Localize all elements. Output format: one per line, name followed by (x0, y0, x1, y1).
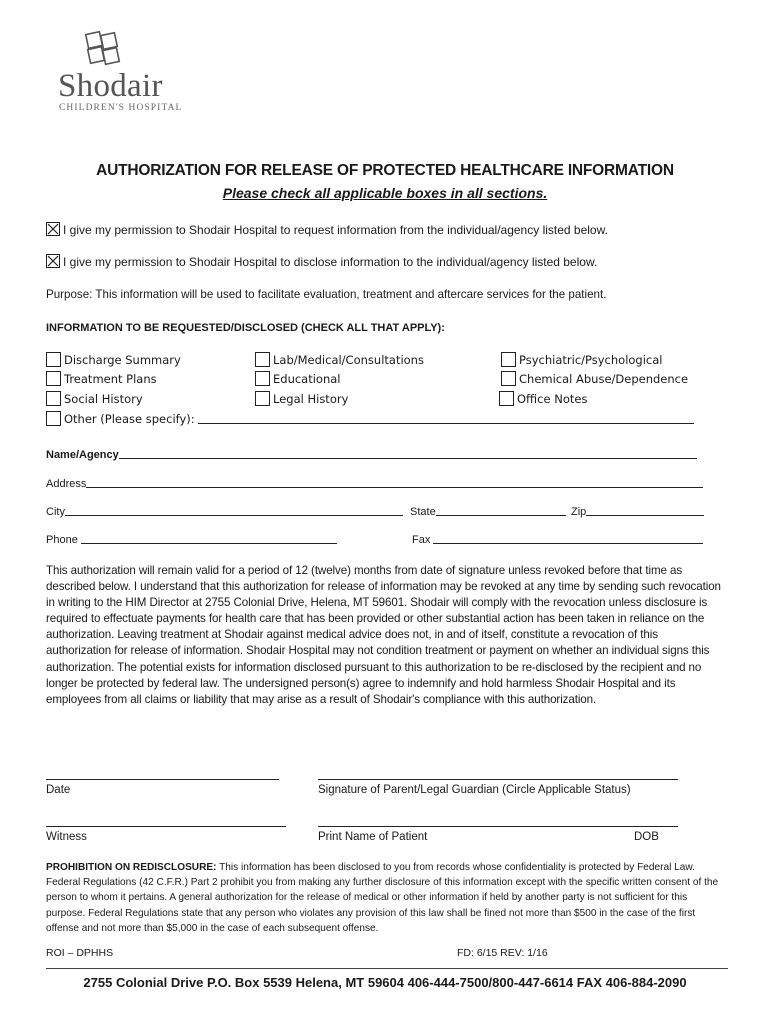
option-social-history[interactable]: Social History (46, 391, 143, 406)
form-title: AUTHORIZATION FOR RELEASE OF PROTECTED HEALTHCARE INFORMATION (96, 162, 674, 179)
option-discharge-summary[interactable]: Discharge Summary (46, 352, 181, 367)
checkbox[interactable] (255, 371, 270, 386)
option-chemical-abuse[interactable]: Chemical Abuse/Dependence (501, 371, 688, 386)
patient-name-line[interactable] (318, 826, 678, 827)
city-field: City (46, 506, 403, 518)
zip-input[interactable] (586, 515, 704, 516)
hospital-address: 2755 Colonial Drive P.O. Box 5539 Helena, MT 59604 406-444-7500/800-447-6614 FAX 406-884-2090 (83, 975, 687, 990)
footer-divider (46, 968, 728, 969)
logo-name: Shodair (58, 68, 163, 104)
request-permission-label: I give my permission to Shodair Hospital to request information from the individual/agency listed below. (63, 223, 608, 237)
request-permission-checkbox[interactable] (46, 222, 60, 236)
zip-field: Zip (571, 506, 704, 518)
form-id: ROI – DPHHS (46, 947, 114, 959)
checkbox[interactable] (499, 391, 514, 406)
checkbox[interactable] (46, 371, 61, 386)
hospital-logo (58, 30, 188, 113)
disclose-permission-checkbox[interactable] (46, 254, 60, 268)
checkbox[interactable] (46, 411, 61, 426)
form-instructions: Please check all applicable boxes in all sections. (222, 185, 548, 201)
checkbox[interactable] (255, 391, 270, 406)
phone-input[interactable] (81, 543, 337, 544)
logo-emblem-icon (80, 30, 126, 72)
info-section-heading: INFORMATION TO BE REQUESTED/DISCLOSED (CHECK ALL THAT APPLY): (46, 322, 445, 334)
city-input[interactable] (65, 515, 403, 516)
dob-label: DOB (634, 831, 659, 843)
state-input[interactable] (436, 515, 566, 516)
print-name-label: Print Name of Patient (318, 831, 428, 843)
checked-x-icon (47, 255, 59, 267)
name-agency-field: Name/Agency (46, 449, 697, 461)
option-other[interactable]: Other (Please specify): (46, 411, 694, 426)
option-lab-medical[interactable]: Lab/Medical/Consultations (255, 352, 424, 367)
phone-field: Phone (46, 534, 337, 546)
option-psychiatric[interactable]: Psychiatric/Psychological (501, 352, 662, 367)
checkbox[interactable] (501, 371, 516, 386)
date-line[interactable] (46, 779, 279, 780)
disclose-permission-label: I give my permission to Shodair Hospital to disclose information to the individual/agency listed below. (63, 255, 598, 269)
checkbox[interactable] (46, 391, 61, 406)
checkbox[interactable] (501, 352, 516, 367)
other-specify-input[interactable] (198, 423, 694, 424)
prohibition-notice (46, 860, 726, 936)
address-field: Address (46, 478, 703, 490)
form-revision: FD: 6/15 REV: 1/16 (457, 947, 548, 959)
witness-label: Witness (46, 831, 87, 843)
checkbox[interactable] (255, 352, 270, 367)
option-treatment-plans[interactable]: Treatment Plans (46, 371, 157, 386)
fax-input[interactable] (433, 543, 703, 544)
address-input[interactable] (86, 487, 703, 488)
disclose-permission-row (46, 254, 597, 269)
fax-field: Fax (412, 534, 703, 546)
option-legal-history[interactable]: Legal History (255, 391, 348, 406)
option-office-notes[interactable]: Office Notes (499, 391, 587, 406)
checked-x-icon (47, 223, 59, 235)
signature-line[interactable] (318, 779, 678, 780)
prohibition-heading: PROHIBITION ON REDISCLOSURE: (46, 862, 217, 873)
option-educational[interactable]: Educational (255, 371, 341, 386)
witness-line[interactable] (46, 826, 286, 827)
request-permission-row (46, 222, 608, 237)
logo-subtitle: CHILDREN'S HOSPITAL (59, 103, 183, 113)
prohibition-text: This information has been disclosed to you from records whose confidentiality is protected by Federal Law. Federal Regulations (42 C.F.R.) Part 2 prohibit you from making any further disclosure of this information except with the specific written consent of the person to whom it pertains. A general authorization for the release of medical or other information if held by another party is not sufficient for this purpose. Federal Regulations state that any person who violates any provision of this law shall be fined not more than $500 in the case of the first offense and not more than $5,000 in the case of each subsequent offense. (46, 862, 719, 934)
authorization-terms: This authorization will remain valid for a period of 12 (twelve) months from date of signature unless revoked before that time as described below. I understand that this authorization for release of information may be revoked at any time by sending such revocation in writing to the HIM Director at 2755 Colonial Drive, Helena, MT 59601. Shodair will comply with the revocation unless disclosure is required to effectuate payments for health care that has been provided or other substantial action has been taken in reliance on the authorization. Leaving treatment at Shodair against medical advice does not, in and of itself, constitute a revocation of this authorization for release of information. Shodair Hospital may not condition treatment or payment on whether an individual signs this authorization. The potential exists for information disclosed pursuant to this authorization to be re-disclosed by the recipient and no longer be protected by federal law. The undersigned person(s) agree to indemnify and hold harmless Shodair Hospital and its employees from all claims or liability that may arise as a result of Shodair's compliance with this authorization. (46, 564, 721, 706)
name-agency-input[interactable] (119, 458, 697, 459)
signature-label: Signature of Parent/Legal Guardian (Circle Applicable Status) (318, 784, 631, 796)
checkbox[interactable] (46, 352, 61, 367)
date-label: Date (46, 784, 71, 796)
purpose-statement: Purpose: This information will be used to facilitate evaluation, treatment and aftercare services for the patient. (46, 288, 607, 301)
state-field: State (410, 506, 566, 518)
